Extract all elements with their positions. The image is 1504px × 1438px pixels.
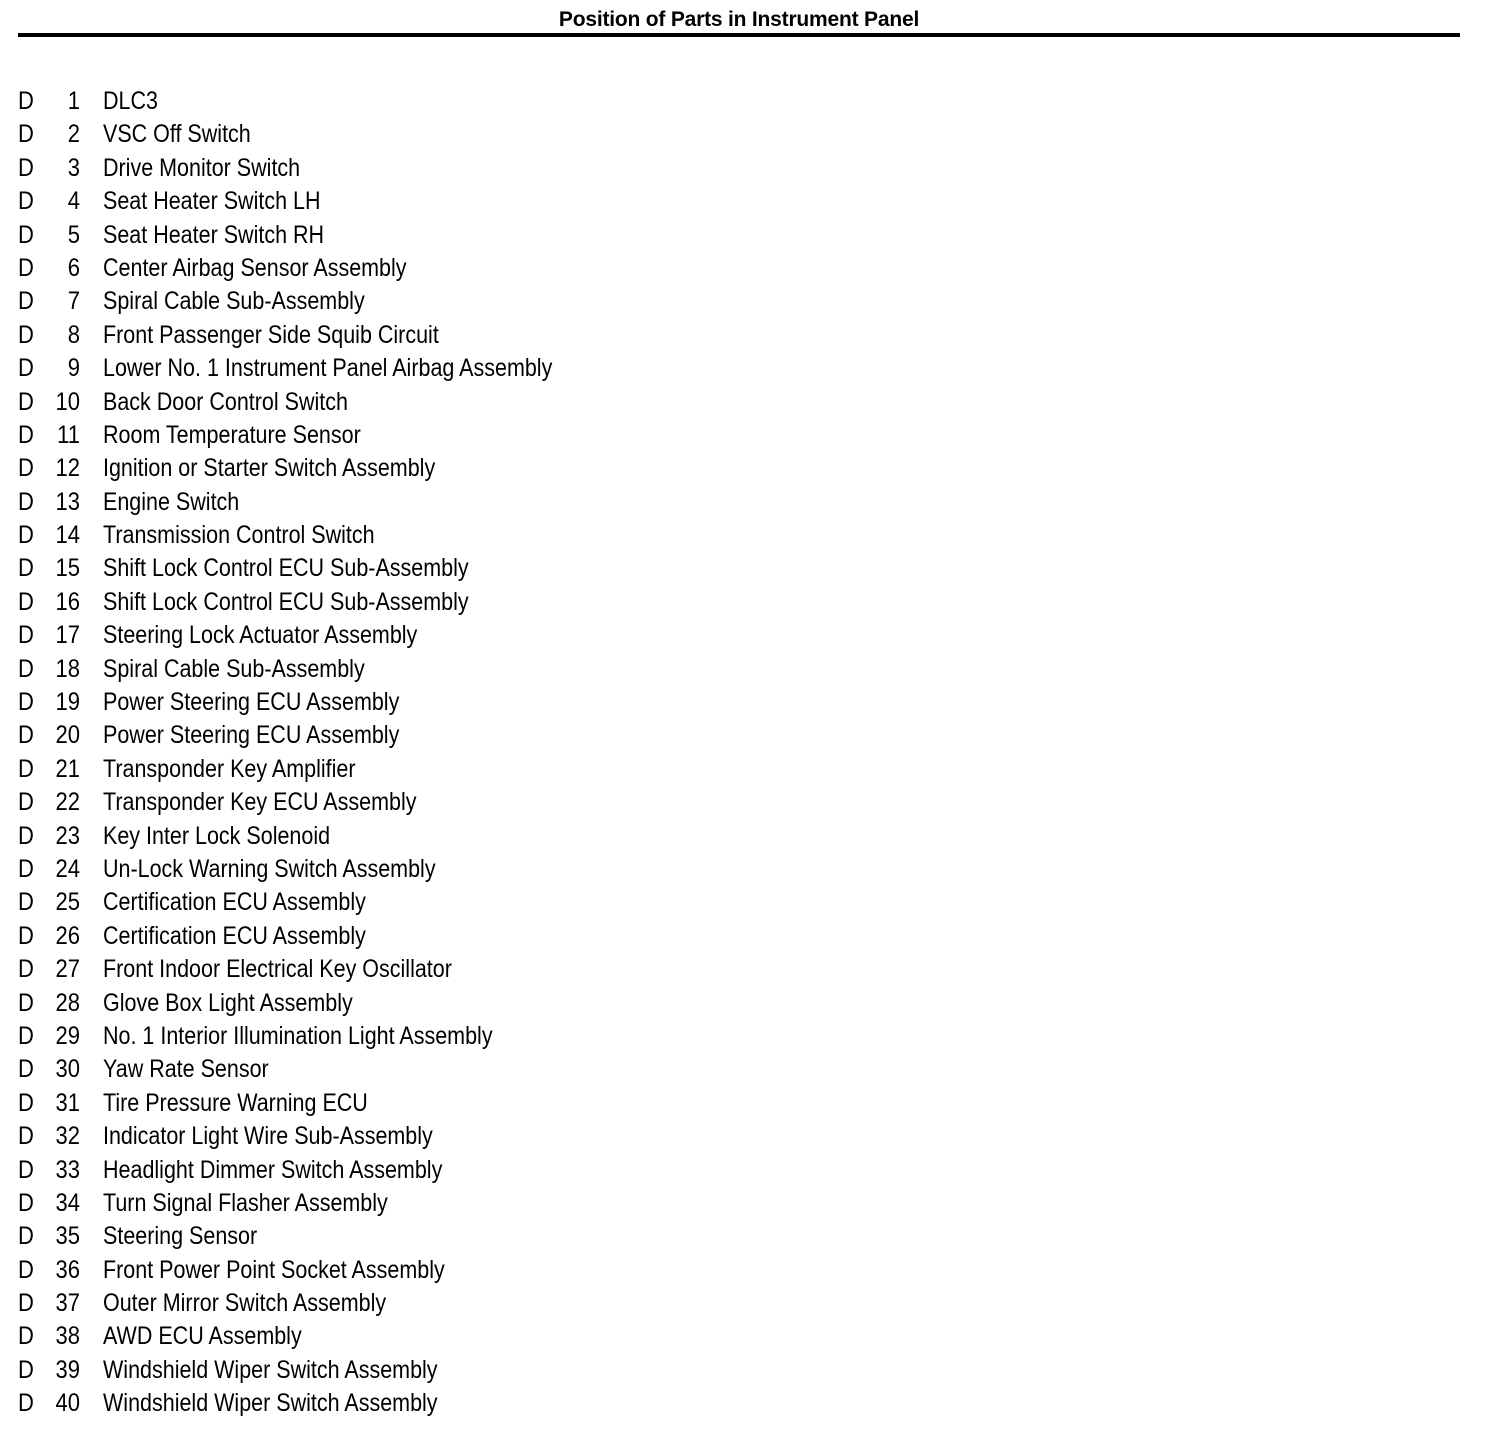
part-row bbox=[0, 853, 700, 886]
page-title: Position of Parts in Instrument Panel bbox=[558, 8, 920, 31]
part-prefix: D bbox=[18, 1322, 34, 1351]
part-prefix: D bbox=[18, 1255, 34, 1284]
part-row bbox=[0, 519, 700, 552]
part-name: Shift Lock Control ECU Sub-Assembly bbox=[103, 587, 469, 616]
part-name: Transponder Key Amplifier bbox=[103, 754, 356, 783]
part-prefix: D bbox=[18, 1188, 34, 1217]
part-prefix: D bbox=[18, 1055, 34, 1084]
part-row bbox=[0, 486, 700, 519]
part-name: Steering Lock Actuator Assembly bbox=[103, 621, 418, 650]
part-number: 22 bbox=[55, 788, 80, 817]
part-prefix: D bbox=[18, 253, 34, 282]
part-number: 6 bbox=[67, 253, 80, 282]
part-prefix: D bbox=[18, 955, 34, 984]
part-number: 31 bbox=[55, 1088, 80, 1117]
part-prefix: D bbox=[18, 1021, 34, 1050]
part-name: Windshield Wiper Switch Assembly bbox=[103, 1389, 438, 1418]
part-name: Certification ECU Assembly bbox=[103, 921, 366, 950]
part-number: 20 bbox=[55, 721, 80, 750]
part-prefix: D bbox=[18, 354, 34, 383]
part-row bbox=[0, 786, 700, 819]
part-prefix: D bbox=[18, 1122, 34, 1151]
part-prefix: D bbox=[18, 921, 34, 950]
part-prefix: D bbox=[18, 420, 34, 449]
part-number: 18 bbox=[55, 654, 80, 683]
part-number: 37 bbox=[55, 1289, 80, 1318]
part-name: Tire Pressure Warning ECU bbox=[103, 1088, 368, 1117]
part-name: Ignition or Starter Switch Assembly bbox=[103, 454, 436, 483]
part-name: Shift Lock Control ECU Sub-Assembly bbox=[103, 554, 469, 583]
part-name: Seat Heater Switch RH bbox=[103, 220, 325, 249]
part-name: Room Temperature Sensor bbox=[103, 420, 361, 449]
part-row bbox=[0, 1120, 700, 1153]
part-prefix: D bbox=[18, 487, 34, 516]
part-row bbox=[0, 1287, 700, 1320]
part-prefix: D bbox=[18, 387, 34, 416]
part-row bbox=[0, 285, 700, 318]
part-number: 16 bbox=[55, 587, 80, 616]
part-name: Power Steering ECU Assembly bbox=[103, 721, 400, 750]
part-name: Engine Switch bbox=[103, 487, 240, 516]
part-name: Key Inter Lock Solenoid bbox=[103, 821, 331, 850]
part-prefix: D bbox=[18, 1088, 34, 1117]
part-number: 33 bbox=[55, 1155, 80, 1184]
part-prefix: D bbox=[18, 821, 34, 850]
part-number: 25 bbox=[55, 888, 80, 917]
part-name: Lower No. 1 Instrument Panel Airbag Assembly bbox=[103, 354, 553, 383]
part-name: VSC Off Switch bbox=[103, 120, 251, 149]
part-name: Certification ECU Assembly bbox=[103, 888, 366, 917]
part-prefix: D bbox=[18, 1355, 34, 1384]
part-name: Un-Lock Warning Switch Assembly bbox=[103, 854, 436, 883]
part-prefix: D bbox=[18, 621, 34, 650]
part-prefix: D bbox=[18, 1289, 34, 1318]
part-name: Headlight Dimmer Switch Assembly bbox=[103, 1155, 443, 1184]
part-number: 7 bbox=[67, 287, 80, 316]
part-number: 4 bbox=[67, 187, 80, 216]
part-prefix: D bbox=[18, 788, 34, 817]
part-number: 1 bbox=[67, 87, 80, 115]
part-row bbox=[0, 820, 700, 853]
part-row bbox=[0, 452, 700, 485]
part-row bbox=[0, 185, 700, 218]
part-name: Back Door Control Switch bbox=[103, 387, 348, 416]
part-number: 15 bbox=[55, 554, 80, 583]
part-name: Power Steering ECU Assembly bbox=[103, 688, 400, 717]
part-name: Spiral Cable Sub-Assembly bbox=[103, 287, 365, 316]
part-name: Indicator Light Wire Sub-Assembly bbox=[103, 1122, 433, 1151]
part-prefix: D bbox=[18, 1222, 34, 1251]
part-number: 11 bbox=[57, 420, 80, 449]
part-row bbox=[0, 619, 700, 652]
part-row bbox=[0, 1020, 700, 1053]
part-number: 19 bbox=[55, 688, 80, 717]
part-number: 24 bbox=[55, 854, 80, 883]
part-name: Outer Mirror Switch Assembly bbox=[103, 1289, 387, 1318]
part-prefix: D bbox=[18, 854, 34, 883]
part-number: 38 bbox=[55, 1322, 80, 1351]
part-row bbox=[0, 1354, 700, 1387]
part-row bbox=[0, 386, 700, 419]
part-number: 34 bbox=[55, 1188, 80, 1217]
part-number: 39 bbox=[55, 1355, 80, 1384]
part-prefix: D bbox=[18, 688, 34, 717]
part-prefix: D bbox=[18, 554, 34, 583]
part-prefix: D bbox=[18, 153, 34, 182]
part-number: 21 bbox=[55, 754, 80, 783]
part-number: 40 bbox=[55, 1389, 80, 1418]
part-name: Glove Box Light Assembly bbox=[103, 988, 353, 1017]
part-row bbox=[0, 886, 700, 919]
part-row bbox=[0, 1387, 700, 1420]
part-prefix: D bbox=[18, 1155, 34, 1184]
part-prefix: D bbox=[18, 1389, 34, 1418]
part-prefix: D bbox=[18, 754, 34, 783]
part-number: 12 bbox=[55, 454, 80, 483]
part-row bbox=[0, 1154, 700, 1187]
part-number: 29 bbox=[55, 1021, 80, 1050]
part-name: Transponder Key ECU Assembly bbox=[103, 788, 417, 817]
part-name: Front Power Point Socket Assembly bbox=[103, 1255, 445, 1284]
part-number: 10 bbox=[55, 387, 80, 416]
part-row bbox=[0, 920, 700, 953]
part-number: 5 bbox=[67, 220, 80, 249]
part-number: 26 bbox=[55, 921, 80, 950]
part-prefix: D bbox=[18, 320, 34, 349]
part-prefix: D bbox=[18, 287, 34, 316]
part-prefix: D bbox=[18, 521, 34, 550]
parts-list bbox=[0, 85, 700, 1421]
part-name: Spiral Cable Sub-Assembly bbox=[103, 654, 365, 683]
part-number: 30 bbox=[55, 1055, 80, 1084]
part-number: 3 bbox=[67, 153, 80, 182]
part-row bbox=[0, 586, 700, 619]
part-name: DLC3 bbox=[103, 87, 158, 115]
part-name: Steering Sensor bbox=[103, 1222, 258, 1251]
part-row bbox=[0, 252, 700, 285]
part-row bbox=[0, 686, 700, 719]
part-number: 9 bbox=[67, 354, 80, 383]
part-name: Turn Signal Flasher Assembly bbox=[103, 1188, 388, 1217]
part-name: AWD ECU Assembly bbox=[103, 1322, 302, 1351]
part-row bbox=[0, 719, 700, 752]
part-number: 17 bbox=[55, 621, 80, 650]
part-row bbox=[0, 219, 700, 252]
part-row bbox=[0, 953, 700, 986]
part-name: Transmission Control Switch bbox=[103, 521, 375, 550]
part-row bbox=[0, 1220, 700, 1253]
part-name: Center Airbag Sensor Assembly bbox=[103, 253, 407, 282]
part-row bbox=[0, 1254, 700, 1287]
part-row bbox=[0, 987, 700, 1020]
part-number: 23 bbox=[55, 821, 80, 850]
part-row bbox=[0, 753, 700, 786]
part-name: Windshield Wiper Switch Assembly bbox=[103, 1355, 438, 1384]
part-row bbox=[0, 1320, 700, 1353]
part-number: 28 bbox=[55, 988, 80, 1017]
part-name: Yaw Rate Sensor bbox=[103, 1055, 269, 1084]
part-name: Drive Monitor Switch bbox=[103, 153, 301, 182]
part-row bbox=[0, 653, 700, 686]
part-prefix: D bbox=[18, 654, 34, 683]
part-name: Front Indoor Electrical Key Oscillator bbox=[103, 955, 452, 984]
part-prefix: D bbox=[18, 454, 34, 483]
part-row bbox=[0, 319, 700, 352]
part-row bbox=[0, 1053, 700, 1086]
title-divider bbox=[18, 33, 1460, 37]
part-prefix: D bbox=[18, 187, 34, 216]
part-prefix: D bbox=[18, 587, 34, 616]
part-prefix: D bbox=[18, 988, 34, 1017]
part-row bbox=[0, 352, 700, 385]
part-number: 14 bbox=[55, 521, 80, 550]
part-prefix: D bbox=[18, 721, 34, 750]
part-number: 2 bbox=[67, 120, 80, 149]
part-prefix: D bbox=[18, 87, 34, 115]
part-number: 8 bbox=[67, 320, 80, 349]
part-row bbox=[0, 419, 700, 452]
part-prefix: D bbox=[18, 120, 34, 149]
part-name: No. 1 Interior Illumination Light Assembly bbox=[103, 1021, 493, 1050]
part-number: 13 bbox=[55, 487, 80, 516]
part-row bbox=[0, 1087, 700, 1120]
part-number: 32 bbox=[55, 1122, 80, 1151]
part-prefix: D bbox=[18, 220, 34, 249]
part-name: Front Passenger Side Squib Circuit bbox=[103, 320, 439, 349]
part-number: 35 bbox=[55, 1222, 80, 1251]
part-row bbox=[0, 152, 700, 185]
part-row bbox=[0, 552, 700, 585]
part-row bbox=[0, 118, 700, 151]
part-name: Seat Heater Switch LH bbox=[103, 187, 321, 216]
part-row bbox=[0, 85, 700, 118]
part-row bbox=[0, 1187, 700, 1220]
part-number: 27 bbox=[55, 955, 80, 984]
part-number: 36 bbox=[55, 1255, 80, 1284]
part-prefix: D bbox=[18, 888, 34, 917]
